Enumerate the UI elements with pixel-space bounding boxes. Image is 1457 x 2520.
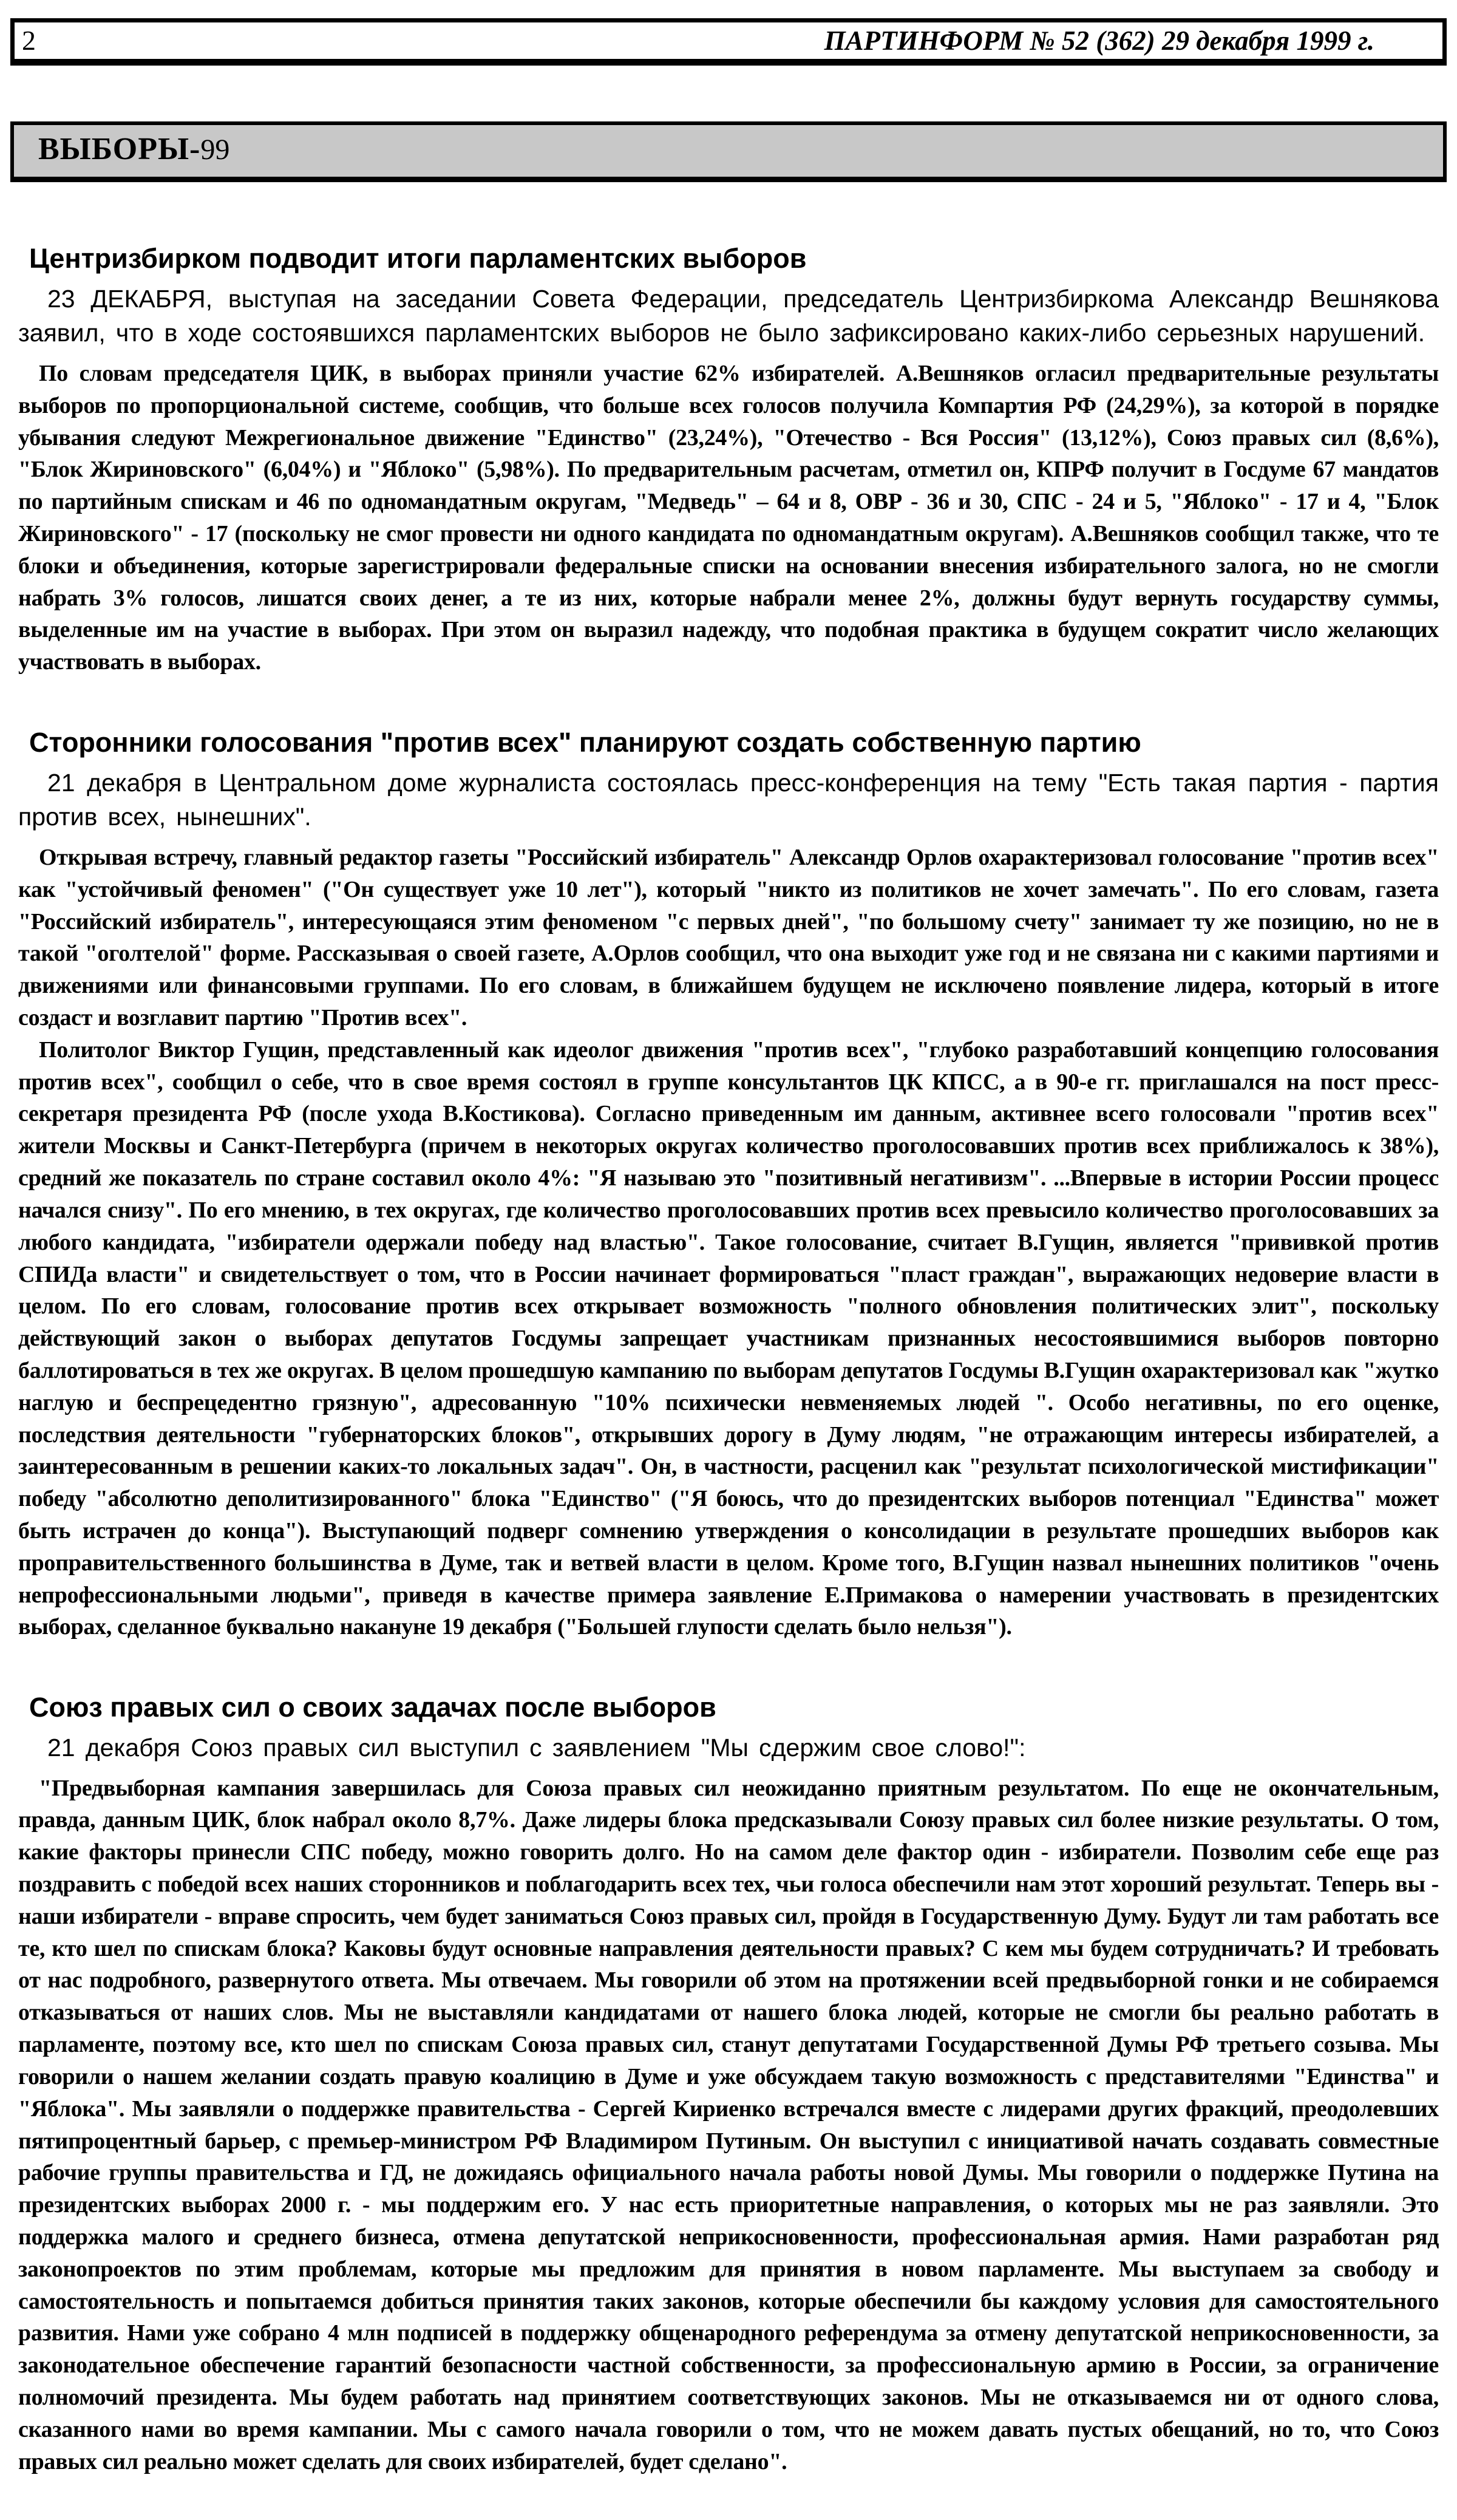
page-number: 2 [22,25,36,56]
article-lead: 21 декабря в Центральном доме журналиста состоялась пресс-конференция на тему "Есть такая партия - партия против всех, нынешних". [18,768,1439,831]
article-paragraph: "Предвыборная кампания завершилась для Союза правых сил неожиданно приятным результатом. По еще не окончательным, правда, данным ЦИК, блок набрал около 8,7%. Даже лидеры блока предсказывали Союзу правых сил более низкие результаты. О том, какие факторы принесли СПС победу, можно говорить долго. Но на самом деле фактор один - избиратели. Позволим себе еще раз поздравить с победой всех наших сторонников и поблагодарить всех тех, чьи голоса обеспечили нам этот хороший результат. Теперь вы - наши избиратели - вправе спросить, чем будет заниматься Союз правых сил, пройдя в Государственную Думу. Будут ли там работать все те, кто шел по спискам блока? Каковы будут основные направления деятельности правых? С кем мы будем сотрудничать? И требовать от нас подробного, развернутого ответа. Мы отвечаем. Мы говорили об этом на протяжении всей предвыборной гонки и не собираемся отказываться от наших слов. Мы не выставляли кандидатами от нашего блока людей, которые не смогли бы реально работать в парламенте, поэтому все, кто шел по спискам Союза правых сил, станут депутатами Государственной Думы РФ третьего созыва. Мы говорили о нашем желании создать правую коалицию в Думе и уже обсуждаем такую возможность с представителями "Единства" и "Яблока". Мы заявляли о поддержке правительства - Сергей Кириенко встречался вместе с лидерами других фракций, преодолевших пятипроцентный барьер, с премьер-министром РФ Владимиром Путиным. Он выступил с инициативой начать создавать совместные рабочие группы правительства и ГД, не дожидаясь официального начала работы новой Думы. Мы говорили о поддержке Путина на президентских выборах 2000 г. - мы поддержим его. У нас есть приоритетные направления, о которых мы не раз заявляли. Это поддержка малого и среднего бизнеса, отмена депутатской неприкосновенности, профессиональная армия. Нами разработан ряд законопроектов по этим проблемам, которые мы предложим для принятия в новом парламенте. Мы выступаем за свободу и самостоятельность и попытаемся добиться принятия таких законов, которые обеспечили бы каждому условия для самостоятельного развития. Нами уже собрано 4 млн подписей в поддержку общенародного референдума за отмену депутатской неприкосновенности, за законодательное обеспечение гарантий безопасности частной собственности, за профессиональную армию в России, за ограничение полномочий президента. Мы будем работать над принятием соответствующих законов. Мы не отказываемся ни от одного слова, сказанного нами во время кампании. Мы с самого начала говорили о том, что не можем давать пустых обещаний, но то, что Союз правых сил реально может сделать для своих избирателей, будет сделано". [18,1775,1439,2474]
newsletter-page [0,18,1457,2520]
article-lead: 23 ДЕКАБРЯ, выступая на заседании Совета Федерации, председатель Центризбиркома Александр Вешнякова заявил, что в ходе состоявшихся парламентских выборов не было зафиксировано каких-либо серьезных нарушений. [18,284,1439,347]
article-paragraph: Политолог Виктор Гущин, представленный как идеолог движения "против всех", "глубоко разработавший концепцию голосования против всех", сообщил о себе, что в свое время состоял в группе консультантов ЦК КПСС, а в 90-е гг. приглашался на пост пресс-секретаря президента РФ (после ухода В.Костикова). Согласно приведенным им данным, активнее всего голосовали "против всех" жители Москвы и Санкт-Петербурга (причем в некоторых округах количество проголосовавших против всех приближалось к 38%), средний же показатель по стране составил около 4%: "Я называю это "позитивный негативизм". ...Впервые в истории России процесс начался снизу". По его мнению, в тех округах, где количество проголосовавших против всех превысило количество проголосовавших за любого кандидата, "избиратели одержали победу над властью". Такое голосование, считает В.Гущин, является "прививкой против СПИДа власти" и свидетельствует о том, что в России начинает формироваться "пласт граждан", выражающих недоверие власти в целом. По его словам, голосование против всех открывает возможность "полного обновления политических элит", поскольку действующий закон о выборах депутатов Госдумы запрещает участникам признанных несостоявшимися выборов повторно баллотироваться в тех же округах. В целом прошедшую кампанию по выборам депутатов Госдумы В.Гущин охарактеризовал как "жутко наглую и беспрецедентно грязную", адресованную "10% психически невменяемых людей ". Особо негативны, по его оценке, последствия деятельности "губернаторских блоков", открывших дорогу в Думу людям, "не отражающим интересы избирателей, а заинтересованным в решении каких-то локальных задач". Он, в частности, расценил как "результат психологической мистификации" победу "абсолютно деполитизированного" блока "Единство" ("Я боюсь, что до президентских выборов потенциал "Единства" может быть истрачен до конца"). Выступающий подверг сомнению утверждения о консолидации в результате прошедших выборов как проправительственного большинства в Думе, так и ветвей власти в целом. Кроме того, В.Гущин назвал нынешних политиков "очень непрофессиональными людьми", приведя в качестве примера заявление Е.Примакова о намерении участвовать в президентских выборах, сделанное буквально накануне 19 декабря ("Большей глупости сделать было нельзя"). [18,1037,1439,1640]
article-heading: Центризбирком подводит итоги парламентских выборов [29,243,807,274]
banner-title-year: 99 [200,134,230,166]
article-sps-tasks [18,1692,1439,2477]
article-paragraph: По словам председателя ЦИК, в выборах приняли участие 62% избирателей. А.Вешняков огласил предварительные результаты выборов по пропорциональной системе, сообщив, что больше всех голосов получила Компартия РФ (24,29%), за которой в порядке убывания следуют Межрегиональное движение "Единство" (23,24%), "Отечество - Вся Россия" (13,12%), Союз правых сил (8,6%), "Блок Жириновского" (6,04%) и "Яблоко" (5,98%). По предварительным расчетам, отметил он, КПРФ получит в Госдуме 67 мандатов по партийным спискам и 46 по одномандатным округам, "Медведь" – 64 и 8, ОВР - 36 и 30, СПС - 24 и 5, "Яблоко" - 17 и 4, "Блок Жириновского" - 17 (поскольку не смог провести ни одного кандидата по одномандатным округам). А.Вешняков сообщил также, что те блоки и объединения, которые зарегистрировали федеральные списки на основании внесения избирательного залога, но не смогли набрать 3% голосов, лишатся своих денег, а те из них, которые набрали менее 2%, должны будут вернуть государству суммы, выделенные им на участие в выборах. При этом он выразил надежду, что подобная практика в будущем сократит число желающих участвовать в выборах. [18,360,1439,675]
article-cec-election-results [18,243,1439,678]
article-heading: Сторонники голосования "против всех" планируют создать собственную партию [29,727,1141,758]
banner-title: ВЫБОРЫ- [38,132,201,166]
article-lead: 21 декабря Союз правых сил выступил с заявлением "Мы сдержим свое слово!": [47,1734,1026,1762]
section-banner [10,121,1447,182]
article-heading: Союз правых сил о своих задачах после выборов [29,1692,716,1723]
issue-title: ПАРТИНФОРМ № 52 (362) 29 декабря 1999 г. [824,25,1374,56]
page-header [10,18,1447,66]
article-against-all-party [18,727,1439,1643]
article-paragraph: Открывая встречу, главный редактор газеты "Российский избиратель" Александр Орлов охарактеризовал голосование "против всех" как "устойчивый феномен" ("Он существует уже 10 лет"), который "никто из политиков не хочет замечать". По его словам, газета "Российский избиратель", интересующаяся этим феноменом "с первых дней", "по большому счету" занимает ту же позицию, но не в такой "оголтелой" форме. Рассказывая о своей газете, А.Орлов сообщил, что она выходит уже год и не связана ни с какими партиями и движениями или финансовыми группами. По его словам, в ближайшем будущем не исключено появление лидера, который в итоге создаст и возглавит партию "Против всех". [18,844,1439,1030]
articles-area [0,243,1457,2520]
